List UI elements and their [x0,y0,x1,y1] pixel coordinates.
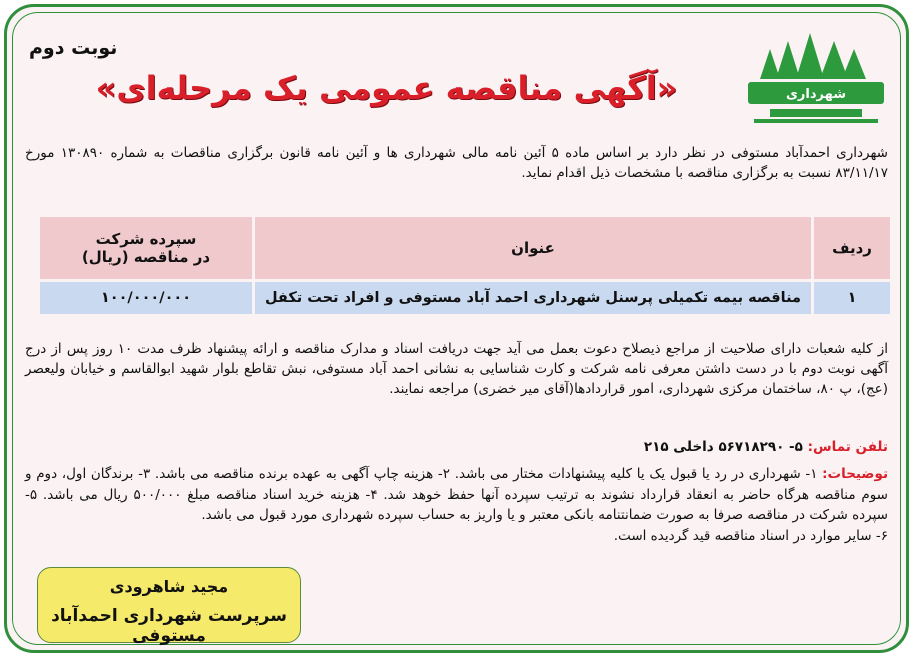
intro-paragraph: شهرداری احمدآباد مستوفی در نظر دارد بر اساس ماده ۵ آئین نامه مالی شهرداری ها و آئین نامه قانون برگزاری مناقصات به شماره ۱۳۰۸۹۰ مورخ ۸۳/۱۱/۱۷ نسبت به برگزاری مناقصه با مشخصات ذیل اقدام نماید. [25,145,888,181]
row-deposit: ۱۰۰/۰۰۰/۰۰۰ [40,282,252,314]
tender-table [37,214,893,317]
municipality-logo [740,27,890,127]
ad-frame [4,4,909,653]
notes-section [25,464,888,546]
page-title: «آگهی مناقصه عمومی یک مرحله‌ای» [95,69,678,107]
contact-line [644,439,888,455]
notes-label: توضیحات: [822,466,889,482]
signatory-name: مجید شاهرودی [109,577,229,596]
table-row [40,282,890,314]
notes-last-line: ۶- سایر موارد در اسناد مناقصه قید گردیده است. [613,527,888,544]
logo-text: شهرداری [786,87,846,102]
signature-box [37,567,301,646]
contact-value: ۵- ۵۶۷۱۸۲۹۰ داخلی ۲۱۵ [643,439,803,455]
header-deposit-line2: در مناقصه (ریال) [81,248,211,266]
logo-graphic [740,27,890,127]
signatory-title: سرپرست شهرداری احمدآباد مستوفی [51,606,287,646]
contact-label: تلفن تماس: [807,439,888,455]
row-subject: مناقصه بیمه تکمیلی پرسنل شهرداری احمد آباد مستوفی و افراد تحت تکفل [255,282,811,314]
invitation-paragraph: از کلیه شعبات دارای صلاحیت از مراجع ذیصلاح دعوت بعمل می آید جهت دریافت اسناد و مدارک مناقصه و ارائه پیشنهاد ظرف مدت ۱۰ روز پس از درج آگهی نوبت دوم با در دست داشتن معرفی نامه شرکت و کارت شناسایی به نشانی احمد آباد مستوفی، نبش تقاطع بلوار شهید ابوالقاسم و خیابان ولیعصر (عج)، پ ۸۰، ساختمان مرکزی شهرداری، امور قراردادها(آقای میر خضری) مراجعه نمایند. [25,341,888,397]
header-deposit [40,217,252,279]
round-label: نوبت دوم [29,37,118,59]
header-deposit-line1: سپرده شرکت [95,230,197,248]
table-header-row [40,217,890,279]
header-index: ردیف [814,217,890,279]
header-subject: عنوان [255,217,811,279]
row-index: ۱ [814,282,890,314]
notes-text: ۱- شهرداری در رد یا قبول یک یا کلیه پیشنهادات مختار می باشد. ۲- هزینه چاپ آگهی به عهده برنده مناقصه می باشد. ۳- برندگان اول، دوم و سوم مناقصه هرگاه حاضر به انعقاد قرارداد نشوند به ترتیب سپرده آنها حفظ خوهد شد. ۴- هزینه خرید اسناد مناقصه مبلغ ۵۰۰/۰۰۰ ریال می باشد. ۵- سپرده شرکت در مناقصه صرفا به صورت ضمانتنامه بانکی معتبر و یا واریز به حساب سپرده شهرداری مورد قبول می باشد. [25,466,888,523]
